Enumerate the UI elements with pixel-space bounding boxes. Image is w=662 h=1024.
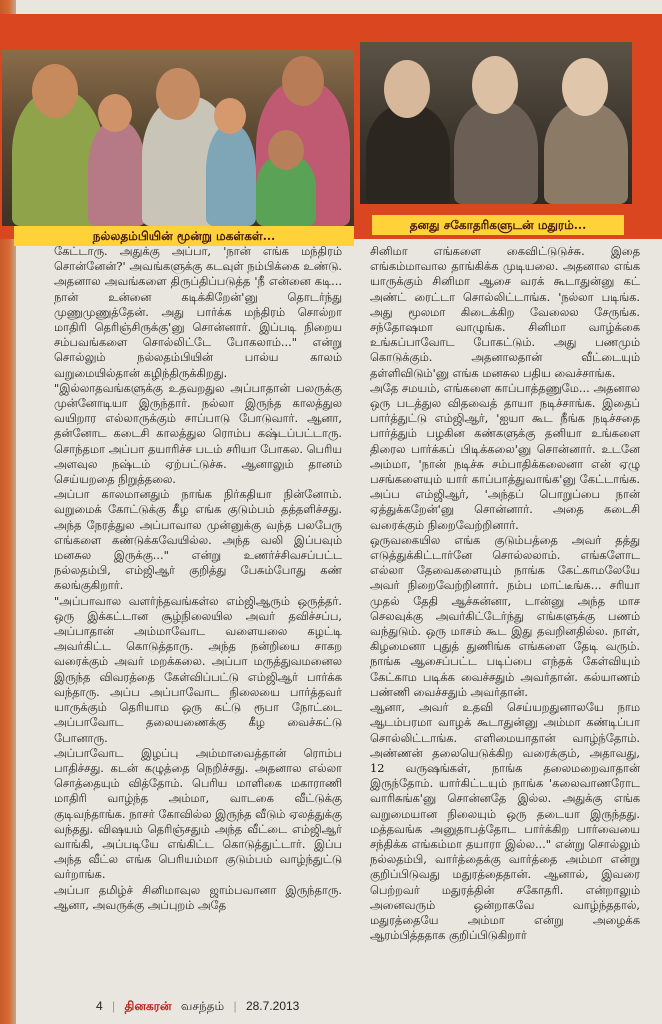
child-face xyxy=(214,98,246,134)
issue-date: 28.7.2013 xyxy=(245,999,300,1013)
paragraph: ஒருவகையில எங்க குடும்பத்தை அவர் தத்து எடுத்துக்கிட்டார்னே சொல்லலாம். எங்களோட எல்லா தேவைகளையும் நாங்க கேட்காமலேயே அவர் நிறைவேற்றினார். நம்ப மாட்டீங்க... சரியா முதல் தேதி ஆச்சுன்னா, டான்னு அந்த மாச செலவுக்கு அவர்கிட்டேர்ந்து எங்களுக்கு பணம் வந்துடும். ஒரு மாசம் கூட இது தவறினதில்ல. நாள், கிழமைனா புதுத் துணிங்க எங்களை தேடி வரும். நாங்க ஆசைப்பட்ட படிப்பை எந்தக் கேள்வியும் கேட்காம படிக்க வைச்சதும் அவர்தான். கல்யாணம் பண்ணி வைச்சதும் அவர்தான். xyxy=(370,532,640,699)
paragraph: "இல்லாதவங்களுக்கு உதவறதுல அப்பாதான் பலருக்கு முன்னோடியா இருந்தார். நல்லா இருந்த காலத்துல வயிறார எல்லாருக்கும் சாப்பாடு போடுவார். ஆனா, தன்னோட கடைசி காலத்துல ரொம்ப கஷ்டப்பட்டாரு. சொந்தமா அப்பா தயாரிச்ச படம் சரியா போகல. பெரிய அளவுல நஷ்டம் ஏற்பட்டுச்சு. ஆனாலும் தானம் செய்யறதை நிறுத்தலை. xyxy=(54,380,342,487)
boy-face xyxy=(268,130,304,170)
child-figure xyxy=(206,124,256,226)
paragraph: "அப்பாவால வளர்ந்தவங்கள்ல எம்ஜிஆரும் ஒருத்தர். ஒரு இக்கட்டான சூழ்நிலையில அவர் தவிச்சப்ப, அப்பாதான் அம்மாவோட வளையலை கழட்டி அவர்கிட்ட கொடுத்தாரு. அந்த நன்றியை சாகற வரைக்கும் அவர் மறக்கலை. அப்பா மருத்துவமனைல இருந்த விவரத்தை கேள்விப்பட்டு எம்ஜிஆர் பார்க்க வந்தாரு. அப்ப அப்பாவோட நிலையை பார்த்தவர் யாருக்கும் தெரியாம ஒரு கட்டு ரூபா நோட்டை அப்பாவோட தலையணைக்கு கீழ வைச்சுட்டு போனாரு. xyxy=(54,593,342,745)
person-face xyxy=(282,56,324,106)
person-figure xyxy=(544,102,628,204)
person-face xyxy=(472,56,518,114)
paragraph: ஆனா, அவர் உதவி செய்யறதுனாலயே நாம ஆடம்பரமா வாழக் கூடாதுன்னு அம்மா கண்டிப்பா சொல்லிட்டாங்க. எளிமையாதான் வாழ்ந்தோம். அண்ணன் தலையெடுக்கிற வரைக்கும், அதாவது, 12 வருஷங்கள், நாங்க தலைமறைவாதான் இருந்தோம். யார்கிட்டயும் நாங்க 'கலைவாணரோட வாரிசுங்க'னு சொன்னதே இல்ல. அதுக்கு எங்க வறுமையான நிலையும் ஒரு தடையா இருந்தது. மத்தவங்க அனுதாபத்தோட பார்க்கிற பார்வையை சந்திக்க எங்கம்மா தயாரா இல்ல..." என்று சொல்லும் நல்லதம்பி, வார்த்தைக்கு வார்த்தை அம்மா என்று குறிப்பிடுவது மதுரத்தைதான். ஆனால், இவரை பெற்றவர் மதுரத்தின் சகோதரி. என்றாலும் அனைவரும் ஒன்றாகவே வாழ்ந்ததால், மதுரத்தையே அம்மா என்று அழைக்க ஆரம்பித்ததாக குறிப்பிடுகிறார் xyxy=(370,700,640,943)
article-column-2 xyxy=(370,244,640,976)
left-photo-caption: நல்லதம்பியின் மூன்று மகள்கள்... xyxy=(14,226,354,246)
section-name: வசந்தம் xyxy=(180,999,225,1013)
page-number: 4 xyxy=(96,999,103,1013)
person-face xyxy=(156,68,200,120)
person-figure xyxy=(454,100,538,204)
publication-name: தினகரன் xyxy=(124,999,172,1013)
paragraph: சினிமா எங்களை கைவிட்டுடுச்சு. இதை எங்கம்மாவால தாங்கிக்க முடியலை. அதனால எங்க யாருக்கும் சினிமா ஆசை வரக் கூடாதுன்னு கட் அண்ட் ரைட்டா சொல்லிட்டாங்க. 'நல்லா படிங்க. அது மூலமா கிடைக்கிற வேலைல சேருங்க. சந்தோஷமா வாழுங்க. சினிமா வாழ்க்கை உங்கப்பாவோட போகட்டும். அது பணமும் கொடுக்கும். அதனாலதான் வீட்டையும் தள்ளிவிடும்'னு எங்க மனசுல பதிய வைச்சாங்க. xyxy=(370,244,640,380)
person-face xyxy=(562,58,608,116)
footer-separator: | xyxy=(112,999,116,1013)
photo-band xyxy=(0,14,662,243)
child-figure xyxy=(88,120,146,226)
article-body xyxy=(34,244,640,1004)
person-face xyxy=(32,64,78,118)
paragraph: கேட்டாரு. அதுக்கு அப்பா, 'நான் எங்க மந்திரம் சொன்னேன்?' அவங்களுக்கு கடவுள் நம்பிக்கை உண்டு. அதனால அவங்களை திருப்திப்படுத்த 'நீ என்னை கடி... நான் உன்னை கடிக்கிறேன்'னு தொடர்ந்து முணுமுணுத்தேன். அது பார்க்க மந்திரம் சொல்றா மாதிரி தெரிஞ்சிருக்கு'னு சொன்னார். இப்படி நிறைய சம்பவங்களை சொல்லிட்டே போகலாம்..." என்று சொல்லும் நல்லதம்பியின் பால்ய காலம் வறுமையில்தான் கழிந்திருக்கிறது. xyxy=(54,244,342,380)
person-figure xyxy=(366,104,450,204)
paragraph: அப்பா தமிழ்ச் சினிமாவுல ஜாம்பவானா இருந்தாரு. ஆனா, அவருக்கு அப்புறம் அதே xyxy=(54,882,342,912)
child-face xyxy=(98,94,132,132)
paragraph: அப்பாவோட இழப்பு அம்மாவைத்தான் ரொம்ப பாதிச்சது. கடன் கழுத்தை நெறிச்சது. அதனால எல்லா சொத்தையும் வித்தோம். பெரிய மாளிகை மகாராணி மாதிரி வாழ்ந்த அம்மா, வாடகை வீட்டுக்கு குடிவந்தாங்க. நாசர் கோவில்ல இருந்த வீடும் ஏலத்துக்கு வந்தது. விஷயம் தெரிஞ்சதும் அந்த வீட்டை எம்ஜிஆர் வாங்கி, அப்படியே எங்கிட்ட கொடுத்துட்டார். இப்ப அந்த வீட்ல எங்க பெரியம்மா குடும்பம் வாழ்ந்துட்டு வர்றாங்க. xyxy=(54,745,342,882)
article-column-1 xyxy=(54,244,342,976)
paragraph: அதே சமயம், எங்களை காப்பாத்தணுமே... அதனால ஒரு படத்துல விதவைத் தாயா நடிச்சாங்க. இதைப் பார்த்துட்டு எம்ஜிஆர், 'ஐயா கூட நீங்க நடிச்சதை பார்த்தும் பழகின கண்களுக்கு தனியா உங்களை திரைல பார்க்கப் பிடிக்கலை'னு சொன்னார். உடனே அம்மா, 'நான் நடிச்சு சம்பாதிக்கலைனா என் ஏழு பசங்களையும் யார் காப்பாத்துவாங்க'னு கேட்டாங்க. அப்ப எம்ஜிஆர், 'அந்தப் பொறுப்பை நான் ஏத்துக்கறேன்'னு சொன்னார். அதை கடைசி வரைக்கும் நிறைவேற்றினார். xyxy=(370,380,640,532)
person-face xyxy=(384,60,430,118)
right-photo-caption: தனது சகோதரிகளுடன் மதுரம்... xyxy=(372,215,624,235)
paragraph: அப்பா காலமானதும் நாங்க நிர்கதியா நின்னோம். வறுமைக் கோட்டுக்கு கீழ எங்க குடும்பம் தத்தளிச்சது. அந்த நேரத்துல அப்பாவால முன்னுக்கு வந்த பலபேரு எங்களை கண்டுக்கவேயில்ல. அந்த வலி இப்பவும் மனசுல இருக்கு..." என்று உணர்ச்சிவசப்பட்ட நல்லதம்பி, எம்ஜிஆர் குறித்து பேசும்போது கண் கலங்குகிறார். xyxy=(54,487,342,593)
sisters-photo xyxy=(360,42,632,204)
page-footer xyxy=(96,996,305,1016)
daughters-photo xyxy=(2,50,354,226)
footer-separator: | xyxy=(233,999,237,1013)
